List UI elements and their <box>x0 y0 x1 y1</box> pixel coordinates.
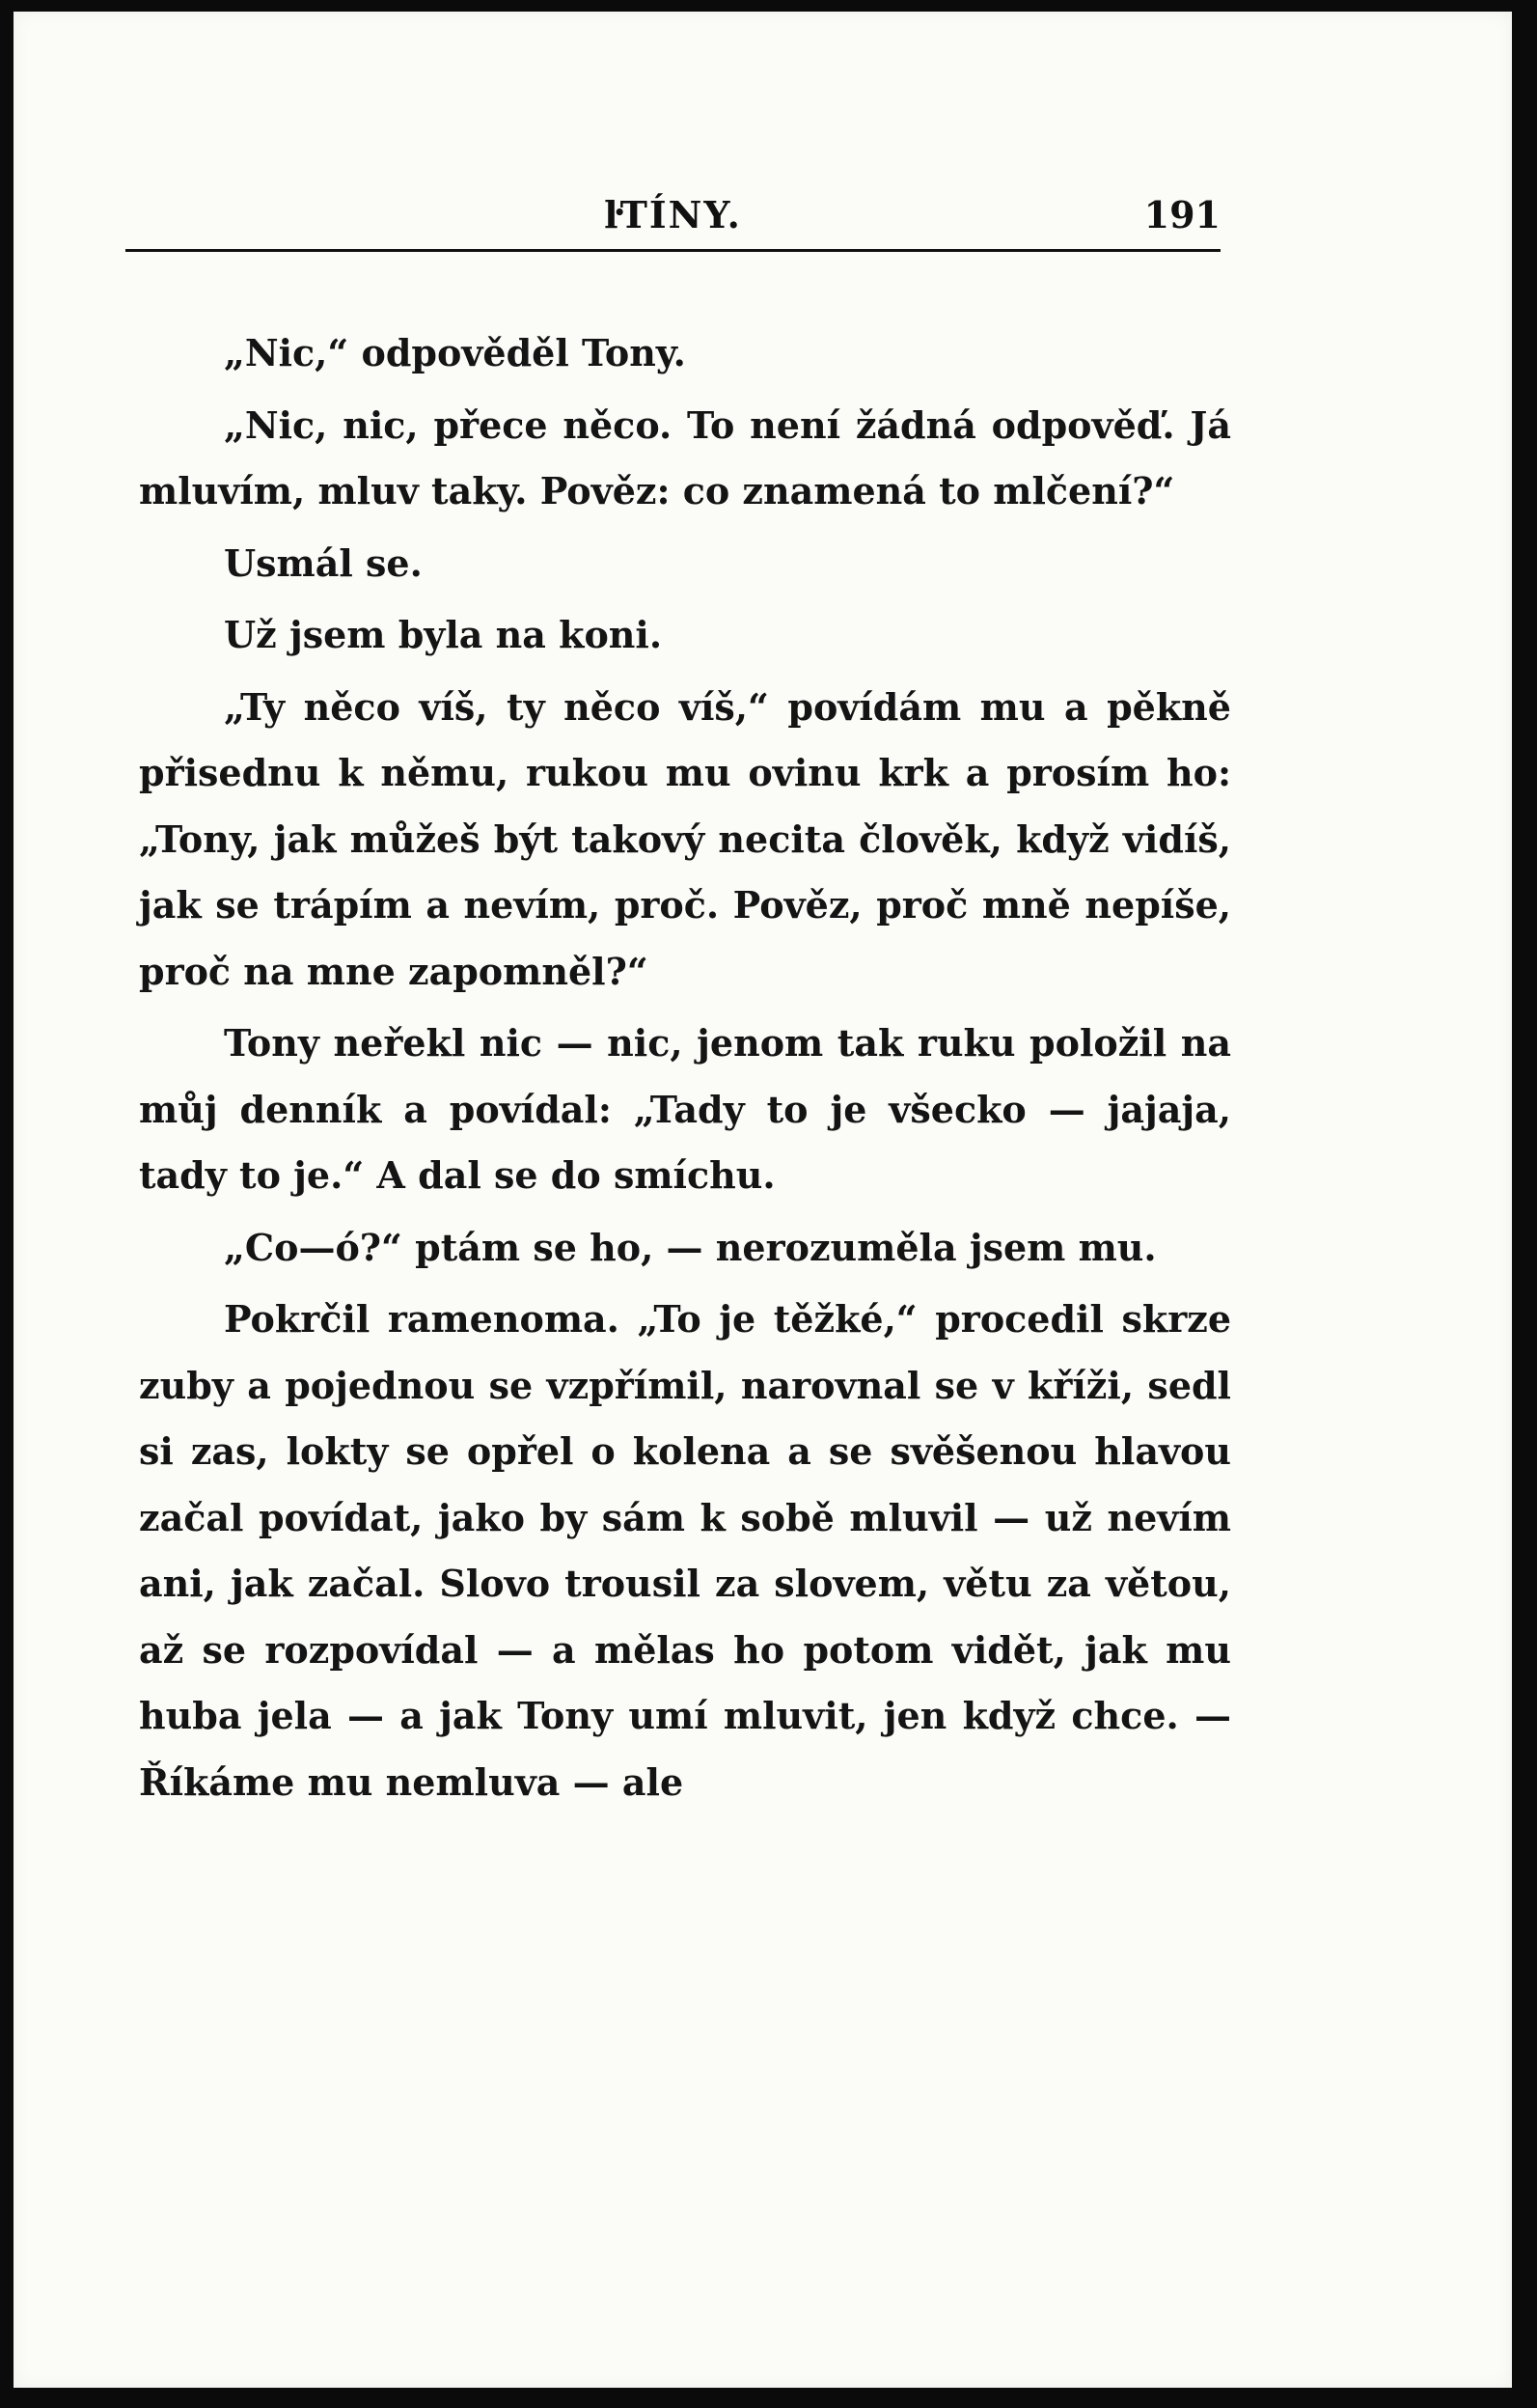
book-page <box>14 12 1512 2388</box>
paragraph-4: Už jsem byla na koni. <box>224 613 663 656</box>
paragraph-2: „Nic, nic, přece něco. To není žádná odpověď. Já mluvím, mluv taky. Pověz: co znamená to mlčení?“ <box>139 402 1231 512</box>
page-number: 191 <box>1143 193 1221 236</box>
running-title: ŀTÍNY. <box>604 193 742 236</box>
page-header <box>125 193 1221 241</box>
paragraph-7: „Co—ó?“ ptám se ho, — nerozuměla jsem mu. <box>224 1225 1157 1269</box>
paragraph-1: „Nic,“ odpověděl Tony. <box>224 331 686 374</box>
header-rule <box>125 249 1221 252</box>
paragraph-3: Usmál se. <box>224 540 423 585</box>
paragraph-8: Pokrčil ramenoma. „To je těžké,“ procedil skrze zuby a pojednou se vzpřímil, narovnal se v kříži, sedl si zas, lokty se opřel o kolena a se svěšenou hlavou začal povídat, jako by sám k sobě mluvil — už nevím ani, jak začal. Slovo trousil za slovem, větu za větou, až se rozpovídal — a mělas ho potom vidět, jak mu huba jela — a jak Tony umí mluvit, jen když chce. — Říkáme mu nemluva — ale <box>139 1297 1231 1804</box>
paragraph-5: „Ty něco víš, ty něco víš,“ povídám mu a pěkně přisednu k němu, rukou mu ovinu krk a prosím ho: „Tony, jak můžeš být takový necita člověk, když vidíš, jak se trápím a nevím, proč. Pověz, proč mně nepíše, proč na mne zapomněl?“ <box>139 684 1231 993</box>
paragraph-6: Tony neřekl nic — nic, jenom tak ruku položil na můj denník a povídal: „Tady to je všecko — jajaja, tady to je.“ A dal se do smíchu. <box>139 1021 1231 1197</box>
body-text <box>139 320 1231 1821</box>
